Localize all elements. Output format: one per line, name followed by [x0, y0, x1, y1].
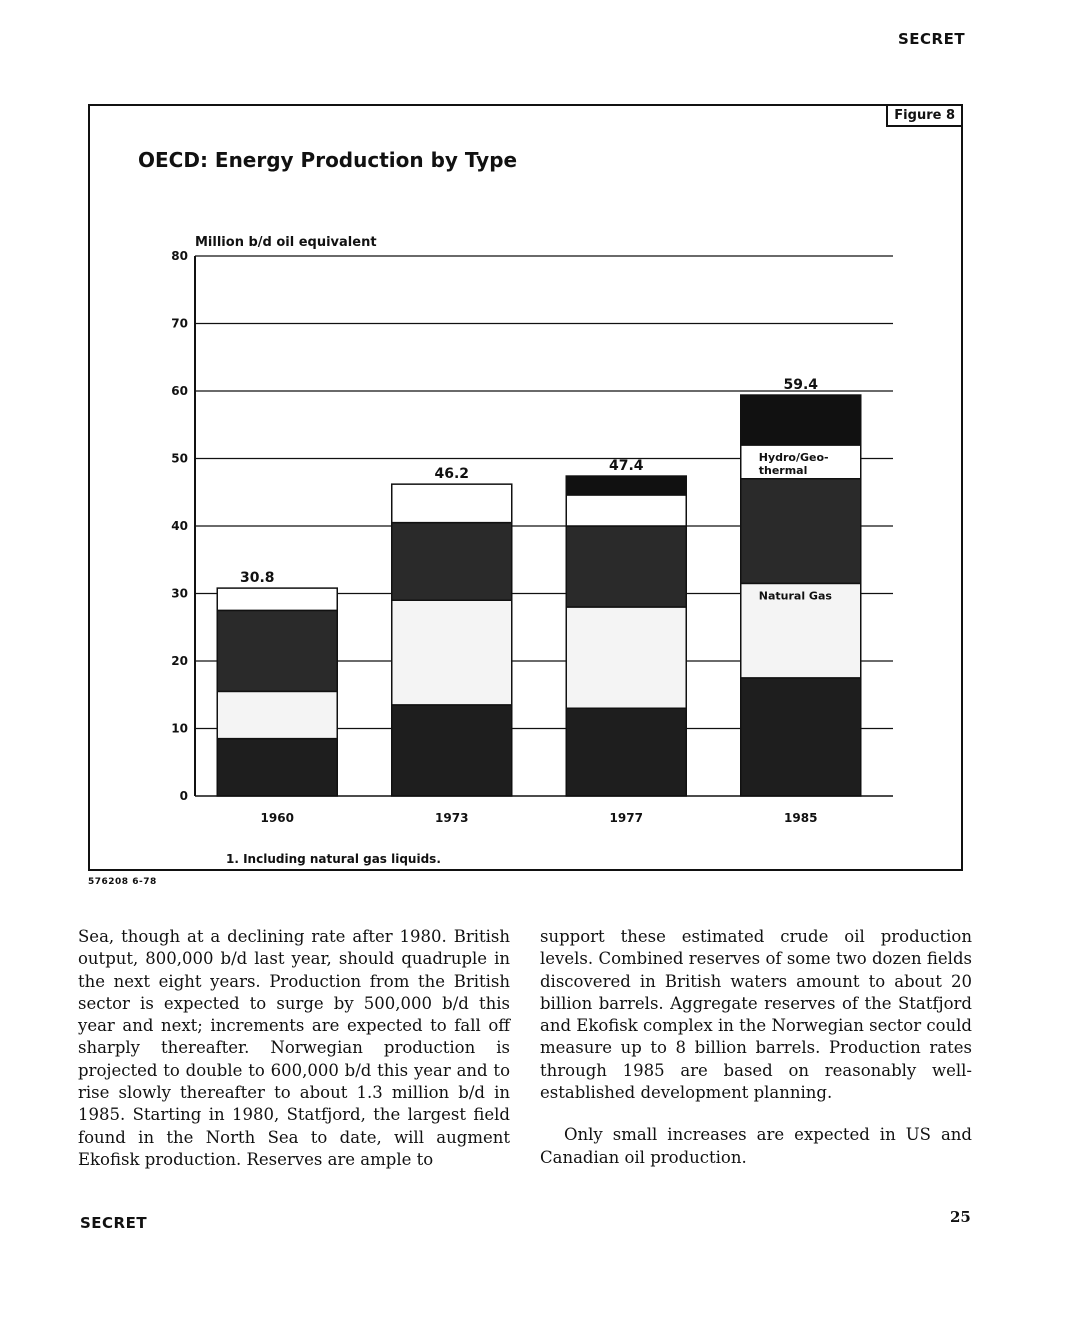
- y-tick-label: 60: [171, 384, 188, 398]
- bar-segment: [392, 484, 512, 522]
- bar-total-label: 47.4: [608, 458, 644, 475]
- bar-segment: [217, 610, 337, 691]
- figure-footnote: 1. Including natural gas liquids.: [226, 852, 441, 866]
- bar-segment: [392, 705, 512, 796]
- y-tick-label: 30: [171, 586, 188, 601]
- segment-annotation: Hydro/Geo-: [758, 451, 829, 464]
- x-tick-label: 1977: [609, 811, 643, 825]
- bar-segment: [741, 479, 861, 584]
- text-column-right: [540, 926, 972, 1189]
- chart-title: OECD: Energy Production by Type: [138, 148, 518, 172]
- classification-footer: SECRET: [80, 1214, 148, 1232]
- y-tick-label: 20: [171, 654, 188, 668]
- x-tick-label: 1985: [784, 811, 818, 825]
- segment-annotation: thermal: [758, 464, 808, 477]
- bar-total-label: 59.4: [783, 377, 819, 394]
- segment-annotation: Natural Gas: [758, 589, 832, 603]
- y-tick-label: 0: [179, 789, 188, 803]
- y-tick-label: 50: [171, 451, 188, 466]
- y-axis-label: Million b/d oil equivalent: [195, 235, 377, 250]
- text-column-left: [78, 926, 510, 1191]
- y-tick-label: 80: [171, 249, 188, 263]
- bar-segment: [741, 395, 861, 445]
- body-paragraph: Only small increases are expected in US and Canadian oil production.: [540, 1125, 972, 1167]
- body-paragraph: support these estimated crude oil production levels. Combined reserves of some two dozen fields discovered in British waters amount to about 20 billion barrels. Aggregate reserves of the Statfjord and Ekofisk complex in the Norwegian sector could measure up to 8 billion barrels. Production rates through 1985 are based on reasonably well-established development planning.: [540, 927, 972, 1103]
- classification-header: SECRET: [898, 30, 966, 48]
- y-tick-label: 10: [171, 721, 188, 736]
- page-number: 25: [950, 1208, 971, 1226]
- y-tick-label: 40: [171, 519, 188, 533]
- chart: [90, 106, 961, 869]
- bar-segment: [566, 476, 686, 495]
- bar-segment: [392, 600, 512, 705]
- bar-segment: [217, 739, 337, 796]
- bar-segment: [566, 526, 686, 607]
- x-tick-label: 1973: [435, 811, 469, 825]
- bar-segment: [392, 523, 512, 601]
- y-tick-label: 70: [171, 316, 188, 331]
- bar-segment: [566, 607, 686, 708]
- bar-segment: [566, 495, 686, 526]
- x-tick-label: 1960: [260, 811, 294, 825]
- bar-segment: [217, 691, 337, 738]
- bar-total-label: 30.8: [239, 570, 275, 587]
- bar-segment: [566, 708, 686, 796]
- body-paragraph: Sea, though at a declining rate after 1980. British output, 800,000 b/d last year, should quadruple in the next eight years. Production from the British sector is expected to surge by 500,000 b/d this year and next; increments are expected to fall off sharply thereafter. Norwegian production is projected to double to 600,000 b/d this year and to rise slowly thereafter to about 1.3 million b/d in 1985. Starting in 1980, Statfjord, the largest field found in the North Sea to date, will augment Ekofisk production. Reserves are ample to: [78, 927, 510, 1169]
- figure-frame: [88, 104, 963, 871]
- bar-segment: [217, 588, 337, 610]
- figure-label: Figure 8: [886, 106, 961, 127]
- bar-segment: [741, 678, 861, 796]
- bar-total-label: 46.2: [434, 466, 470, 483]
- figure-code: 576208 6-78: [88, 877, 157, 887]
